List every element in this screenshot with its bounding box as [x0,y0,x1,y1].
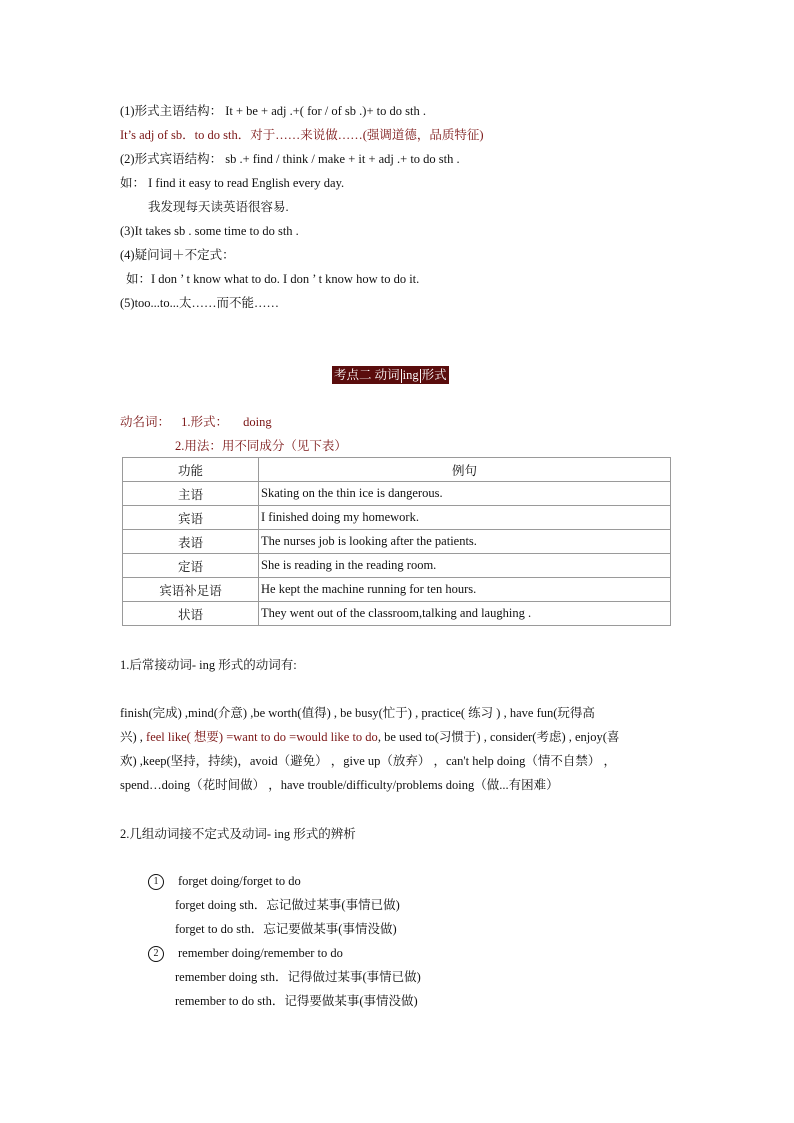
item-title: remember doing/remember to do [178,946,343,960]
text-line: 如： I find it easy to read English every day. [120,176,345,190]
example-cell: They went out of the classroom,talking and laughing . [259,602,671,626]
function-cell: 定语 [123,554,259,578]
heading-part: 考点二 动词 [334,368,400,382]
function-cell: 表语 [123,530,259,554]
table-row [123,530,671,554]
section-title: 1.后常接动词- ing 形式的动词有: [120,658,297,672]
text-line: (1)形式主语结构： It + be + adj .+( for / of sb .)+ to do sth . [120,104,426,118]
item-title: forget doing/forget to do [178,874,301,888]
circled-number: 1 [148,874,164,890]
text-line: It’s adj of sb．to do sth．对于……来说做……(强调道德，品质特征) [120,128,484,142]
item-line: forget to do sth．忘记要做某事(事情没做) [175,922,397,936]
function-cell: 状语 [123,602,259,626]
text-line: 我发现每天读英语很容易. [148,200,289,214]
example-cell: Skating on the thin ice is dangerous. [259,482,671,506]
item-line: remember to do sth．记得要做某事(事情没做) [175,994,418,1008]
highlight-span: feel like( 想要) =want to do =would like to do [146,730,378,744]
gerund-label: 动名词： [120,415,171,429]
table-row [123,578,671,602]
item-heading [148,945,343,962]
example-cell: She is reading in the reading room. [259,554,671,578]
example-cell: I finished doing my homework. [259,506,671,530]
text-line: (5)too...to...太……而不能…… [120,296,280,310]
table-row [123,506,671,530]
divider [420,369,421,383]
gerund-form-line [120,414,272,430]
column-header: 功能 [123,458,259,482]
text-span: , be used to(习惯于) , consider(考虑) , enjoy(喜 [377,730,620,744]
table-row [123,554,671,578]
paragraph-line: finish(完成) ,mind(介意) ,be worth(值得) , be busy(忙于) , practice( 练习 ) , have fun(玩得高 [120,706,595,720]
form-value: doing [243,415,272,429]
column-header: 例句 [259,458,671,482]
function-cell: 宾语补足语 [123,578,259,602]
section-heading [332,366,449,384]
heading-part: 形式 [421,368,447,382]
paragraph-line [120,725,682,749]
table-row [123,602,671,626]
table-header-row [123,458,671,482]
text-line: (4)疑问词＋不定式： [120,248,235,262]
verb-list-paragraph [120,701,682,797]
text-line: 如：I don ’ t know what to do. I don ’ t know how to do it. [126,272,420,286]
item-heading [148,873,301,890]
example-cell: He kept the machine running for ten hours. [259,578,671,602]
circled-number: 2 [148,946,164,962]
item-line: forget doing sth．忘记做过某事(事情已做) [175,898,400,912]
text-span: 兴) , [120,730,147,744]
form-label: 1.形式： [181,415,229,429]
item-line: remember doing sth．记得做过某事(事情已做) [175,970,421,984]
text-line: (2)形式宾语结构： sb .+ find / think / make + it + adj .+ to do sth . [120,152,460,166]
divider [401,369,402,383]
table-row [123,482,671,506]
heading-part: ing [402,368,419,382]
text-line: (3)It takes sb . some time to do sth . [120,224,299,238]
section-title: 2.几组动词接不定式及动词- ing 形式的辨析 [120,827,356,841]
function-cell: 宾语 [123,506,259,530]
example-cell: The nurses job is looking after the patients. [259,530,671,554]
paragraph-line: 欢) ,keep(坚持，持续)，avoid（避免） ，give up（放弃） ，can't help doing（情不自禁） ， [120,754,616,768]
function-cell: 主语 [123,482,259,506]
usage-label: 2.用法：用不同成分（见下表） [175,439,347,453]
usage-table [122,457,671,626]
paragraph-line: spend…doing（花时间做） ，have trouble/difficulty/problems doing（做...有困难） [120,778,559,792]
